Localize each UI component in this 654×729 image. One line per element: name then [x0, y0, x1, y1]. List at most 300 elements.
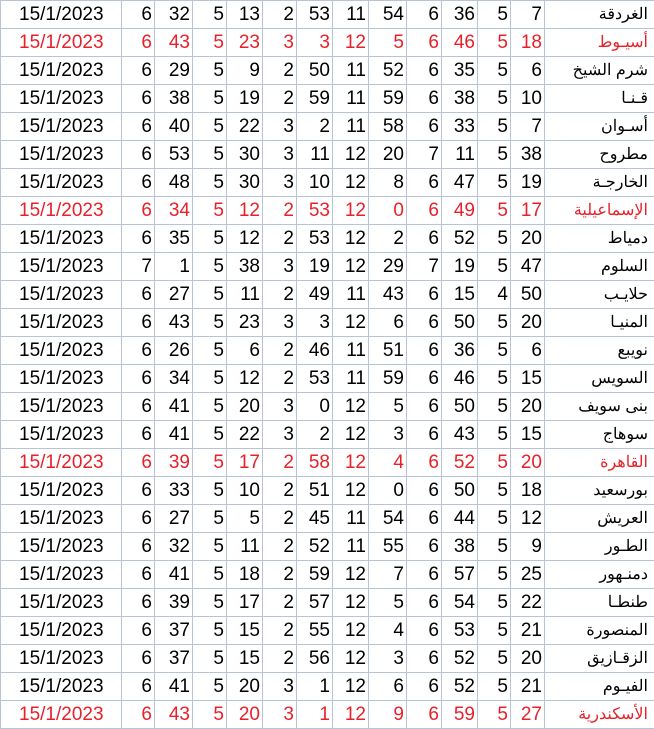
value-cell[interactable]: 3 — [263, 29, 297, 57]
value-cell[interactable]: 43 — [155, 309, 193, 337]
value-cell[interactable]: 5 — [227, 505, 263, 533]
value-cell[interactable]: 5 — [478, 477, 511, 505]
value-cell[interactable]: 20 — [511, 645, 545, 673]
value-cell[interactable]: 59 — [442, 701, 478, 729]
value-cell[interactable]: 6 — [407, 113, 442, 141]
value-cell[interactable]: 3 — [297, 309, 333, 337]
value-cell[interactable]: 5 — [369, 29, 407, 57]
value-cell[interactable]: 47 — [511, 253, 545, 281]
value-cell[interactable]: 38 — [227, 253, 263, 281]
value-cell[interactable]: 5 — [478, 365, 511, 393]
value-cell[interactable]: 5 — [478, 561, 511, 589]
value-cell[interactable]: 5 — [193, 449, 227, 477]
city-name-cell[interactable]: أسيـوط — [545, 29, 654, 57]
value-cell[interactable]: 25 — [511, 561, 545, 589]
value-cell[interactable]: 5 — [193, 113, 227, 141]
value-cell[interactable]: 21 — [511, 617, 545, 645]
value-cell[interactable]: 55 — [369, 533, 407, 561]
value-cell[interactable]: 32 — [155, 533, 193, 561]
value-cell[interactable]: 5 — [478, 29, 511, 57]
date-cell[interactable]: 15/1/2023 — [1, 141, 122, 169]
value-cell[interactable]: 12 — [333, 393, 369, 421]
value-cell[interactable]: 12 — [333, 225, 369, 253]
value-cell[interactable]: 5 — [193, 309, 227, 337]
value-cell[interactable]: 17 — [511, 197, 545, 225]
value-cell[interactable]: 6 — [122, 141, 155, 169]
value-cell[interactable]: 15 — [511, 365, 545, 393]
value-cell[interactable]: 58 — [297, 449, 333, 477]
value-cell[interactable]: 50 — [297, 57, 333, 85]
value-cell[interactable]: 50 — [511, 281, 545, 309]
value-cell[interactable]: 5 — [193, 85, 227, 113]
value-cell[interactable]: 6 — [122, 1, 155, 29]
city-name-cell[interactable]: المنصورة — [545, 617, 654, 645]
value-cell[interactable]: 2 — [263, 1, 297, 29]
value-cell[interactable]: 12 — [333, 561, 369, 589]
city-name-cell[interactable]: المنيـا — [545, 309, 654, 337]
value-cell[interactable]: 55 — [297, 617, 333, 645]
value-cell[interactable]: 33 — [442, 113, 478, 141]
value-cell[interactable]: 7 — [511, 113, 545, 141]
value-cell[interactable]: 38 — [442, 533, 478, 561]
value-cell[interactable]: 2 — [263, 589, 297, 617]
value-cell[interactable]: 6 — [407, 281, 442, 309]
value-cell[interactable]: 35 — [155, 225, 193, 253]
value-cell[interactable]: 0 — [369, 197, 407, 225]
date-cell[interactable]: 15/1/2023 — [1, 85, 122, 113]
value-cell[interactable]: 1 — [297, 701, 333, 729]
value-cell[interactable]: 6 — [122, 421, 155, 449]
value-cell[interactable]: 51 — [369, 337, 407, 365]
value-cell[interactable]: 12 — [333, 449, 369, 477]
value-cell[interactable]: 6 — [407, 617, 442, 645]
value-cell[interactable]: 6 — [407, 505, 442, 533]
value-cell[interactable]: 12 — [227, 365, 263, 393]
value-cell[interactable]: 6 — [407, 337, 442, 365]
value-cell[interactable]: 2 — [263, 617, 297, 645]
value-cell[interactable]: 6 — [122, 197, 155, 225]
date-cell[interactable]: 15/1/2023 — [1, 393, 122, 421]
date-cell[interactable]: 15/1/2023 — [1, 337, 122, 365]
date-cell[interactable]: 15/1/2023 — [1, 57, 122, 85]
city-name-cell[interactable]: القاهرة — [545, 449, 654, 477]
city-name-cell[interactable]: الطـور — [545, 533, 654, 561]
value-cell[interactable]: 37 — [155, 617, 193, 645]
value-cell[interactable]: 6 — [369, 673, 407, 701]
value-cell[interactable]: 6 — [122, 477, 155, 505]
value-cell[interactable]: 11 — [333, 85, 369, 113]
value-cell[interactable]: 12 — [333, 673, 369, 701]
value-cell[interactable]: 20 — [227, 701, 263, 729]
value-cell[interactable]: 6 — [407, 309, 442, 337]
date-cell[interactable]: 15/1/2023 — [1, 533, 122, 561]
value-cell[interactable]: 5 — [478, 421, 511, 449]
value-cell[interactable]: 6 — [122, 449, 155, 477]
value-cell[interactable]: 12 — [333, 645, 369, 673]
city-name-cell[interactable]: الإسماعيلية — [545, 197, 654, 225]
value-cell[interactable]: 6 — [369, 309, 407, 337]
date-cell[interactable]: 15/1/2023 — [1, 589, 122, 617]
value-cell[interactable]: 6 — [407, 421, 442, 449]
value-cell[interactable]: 19 — [297, 253, 333, 281]
value-cell[interactable]: 46 — [442, 29, 478, 57]
value-cell[interactable]: 6 — [122, 533, 155, 561]
value-cell[interactable]: 34 — [155, 365, 193, 393]
value-cell[interactable]: 20 — [511, 449, 545, 477]
value-cell[interactable]: 54 — [442, 589, 478, 617]
value-cell[interactable]: 5 — [369, 393, 407, 421]
value-cell[interactable]: 36 — [442, 337, 478, 365]
value-cell[interactable]: 12 — [511, 505, 545, 533]
value-cell[interactable]: 15 — [227, 617, 263, 645]
value-cell[interactable]: 43 — [369, 281, 407, 309]
value-cell[interactable]: 5 — [478, 113, 511, 141]
value-cell[interactable]: 18 — [227, 561, 263, 589]
value-cell[interactable]: 5 — [193, 225, 227, 253]
value-cell[interactable]: 5 — [478, 393, 511, 421]
city-name-cell[interactable]: دمنـهور — [545, 561, 654, 589]
value-cell[interactable]: 6 — [122, 393, 155, 421]
value-cell[interactable]: 20 — [511, 309, 545, 337]
value-cell[interactable]: 3 — [263, 113, 297, 141]
value-cell[interactable]: 5 — [193, 701, 227, 729]
value-cell[interactable]: 7 — [407, 253, 442, 281]
value-cell[interactable]: 27 — [155, 281, 193, 309]
value-cell[interactable]: 52 — [442, 673, 478, 701]
value-cell[interactable]: 12 — [227, 197, 263, 225]
value-cell[interactable]: 6 — [122, 505, 155, 533]
value-cell[interactable]: 3 — [263, 169, 297, 197]
value-cell[interactable]: 0 — [369, 477, 407, 505]
value-cell[interactable]: 10 — [511, 85, 545, 113]
value-cell[interactable]: 5 — [193, 365, 227, 393]
value-cell[interactable]: 5 — [193, 533, 227, 561]
value-cell[interactable]: 9 — [227, 57, 263, 85]
value-cell[interactable]: 18 — [511, 29, 545, 57]
value-cell[interactable]: 5 — [478, 1, 511, 29]
value-cell[interactable]: 11 — [333, 505, 369, 533]
date-cell[interactable]: 15/1/2023 — [1, 225, 122, 253]
value-cell[interactable]: 6 — [511, 337, 545, 365]
value-cell[interactable]: 10 — [297, 169, 333, 197]
value-cell[interactable]: 59 — [297, 561, 333, 589]
value-cell[interactable]: 3 — [263, 673, 297, 701]
value-cell[interactable]: 43 — [155, 29, 193, 57]
value-cell[interactable]: 11 — [333, 57, 369, 85]
value-cell[interactable]: 6 — [122, 617, 155, 645]
value-cell[interactable]: 20 — [227, 673, 263, 701]
value-cell[interactable]: 3 — [263, 421, 297, 449]
value-cell[interactable]: 29 — [155, 57, 193, 85]
value-cell[interactable]: 48 — [155, 169, 193, 197]
date-cell[interactable]: 15/1/2023 — [1, 701, 122, 729]
value-cell[interactable]: 2 — [263, 85, 297, 113]
value-cell[interactable]: 57 — [442, 561, 478, 589]
value-cell[interactable]: 5 — [369, 589, 407, 617]
city-name-cell[interactable]: مطروح — [545, 141, 654, 169]
date-cell[interactable]: 15/1/2023 — [1, 449, 122, 477]
value-cell[interactable]: 5 — [193, 505, 227, 533]
value-cell[interactable]: 44 — [442, 505, 478, 533]
city-name-cell[interactable]: الغردقة — [545, 1, 654, 29]
value-cell[interactable]: 38 — [442, 85, 478, 113]
city-name-cell[interactable]: نويبع — [545, 337, 654, 365]
value-cell[interactable]: 59 — [297, 85, 333, 113]
value-cell[interactable]: 3 — [263, 253, 297, 281]
value-cell[interactable]: 50 — [442, 393, 478, 421]
value-cell[interactable]: 6 — [407, 533, 442, 561]
value-cell[interactable]: 26 — [155, 337, 193, 365]
value-cell[interactable]: 5 — [478, 449, 511, 477]
value-cell[interactable]: 12 — [333, 309, 369, 337]
value-cell[interactable]: 2 — [263, 197, 297, 225]
value-cell[interactable]: 8 — [369, 169, 407, 197]
value-cell[interactable]: 27 — [155, 505, 193, 533]
value-cell[interactable]: 3 — [369, 645, 407, 673]
value-cell[interactable]: 54 — [369, 505, 407, 533]
value-cell[interactable]: 33 — [155, 477, 193, 505]
value-cell[interactable]: 29 — [369, 253, 407, 281]
value-cell[interactable]: 6 — [122, 29, 155, 57]
value-cell[interactable]: 3 — [263, 393, 297, 421]
value-cell[interactable]: 5 — [193, 337, 227, 365]
value-cell[interactable]: 5 — [478, 169, 511, 197]
value-cell[interactable]: 6 — [407, 57, 442, 85]
value-cell[interactable]: 6 — [122, 701, 155, 729]
value-cell[interactable]: 2 — [263, 477, 297, 505]
value-cell[interactable]: 12 — [333, 169, 369, 197]
date-cell[interactable]: 15/1/2023 — [1, 645, 122, 673]
value-cell[interactable]: 5 — [478, 645, 511, 673]
value-cell[interactable]: 6 — [122, 225, 155, 253]
value-cell[interactable]: 12 — [333, 701, 369, 729]
value-cell[interactable]: 5 — [193, 673, 227, 701]
value-cell[interactable]: 4 — [369, 617, 407, 645]
value-cell[interactable]: 5 — [478, 197, 511, 225]
value-cell[interactable]: 6 — [122, 365, 155, 393]
value-cell[interactable]: 46 — [297, 337, 333, 365]
city-name-cell[interactable]: بنى سويف — [545, 393, 654, 421]
value-cell[interactable]: 45 — [297, 505, 333, 533]
value-cell[interactable]: 53 — [297, 1, 333, 29]
value-cell[interactable]: 20 — [511, 225, 545, 253]
value-cell[interactable]: 17 — [227, 589, 263, 617]
value-cell[interactable]: 2 — [263, 505, 297, 533]
value-cell[interactable]: 6 — [122, 169, 155, 197]
city-name-cell[interactable]: السويس — [545, 365, 654, 393]
value-cell[interactable]: 49 — [442, 197, 478, 225]
value-cell[interactable]: 40 — [155, 113, 193, 141]
value-cell[interactable]: 53 — [297, 197, 333, 225]
value-cell[interactable]: 9 — [511, 533, 545, 561]
value-cell[interactable]: 27 — [511, 701, 545, 729]
date-cell[interactable]: 15/1/2023 — [1, 169, 122, 197]
value-cell[interactable]: 5 — [478, 57, 511, 85]
date-cell[interactable]: 15/1/2023 — [1, 477, 122, 505]
value-cell[interactable]: 35 — [442, 57, 478, 85]
value-cell[interactable]: 56 — [297, 645, 333, 673]
value-cell[interactable]: 39 — [155, 589, 193, 617]
value-cell[interactable]: 6 — [407, 29, 442, 57]
value-cell[interactable]: 5 — [193, 561, 227, 589]
value-cell[interactable]: 7 — [407, 141, 442, 169]
value-cell[interactable]: 6 — [407, 1, 442, 29]
value-cell[interactable]: 12 — [333, 29, 369, 57]
value-cell[interactable]: 57 — [297, 589, 333, 617]
value-cell[interactable]: 5 — [193, 617, 227, 645]
value-cell[interactable]: 32 — [155, 1, 193, 29]
value-cell[interactable]: 11 — [333, 113, 369, 141]
value-cell[interactable]: 11 — [333, 1, 369, 29]
value-cell[interactable]: 2 — [263, 225, 297, 253]
value-cell[interactable]: 0 — [297, 393, 333, 421]
value-cell[interactable]: 6 — [407, 85, 442, 113]
city-name-cell[interactable]: أسـوان — [545, 113, 654, 141]
city-name-cell[interactable]: الزقـازيق — [545, 645, 654, 673]
value-cell[interactable]: 5 — [193, 645, 227, 673]
value-cell[interactable]: 22 — [227, 421, 263, 449]
value-cell[interactable]: 43 — [155, 701, 193, 729]
value-cell[interactable]: 22 — [511, 589, 545, 617]
value-cell[interactable]: 12 — [333, 197, 369, 225]
value-cell[interactable]: 37 — [155, 645, 193, 673]
value-cell[interactable]: 2 — [263, 281, 297, 309]
city-name-cell[interactable]: الخارجـة — [545, 169, 654, 197]
value-cell[interactable]: 5 — [193, 29, 227, 57]
value-cell[interactable]: 47 — [442, 169, 478, 197]
city-name-cell[interactable]: الفيـوم — [545, 673, 654, 701]
value-cell[interactable]: 5 — [193, 393, 227, 421]
value-cell[interactable]: 52 — [297, 533, 333, 561]
value-cell[interactable]: 41 — [155, 561, 193, 589]
city-name-cell[interactable]: العريش — [545, 505, 654, 533]
value-cell[interactable]: 3 — [263, 141, 297, 169]
value-cell[interactable]: 5 — [478, 533, 511, 561]
value-cell[interactable]: 5 — [478, 505, 511, 533]
value-cell[interactable]: 23 — [227, 309, 263, 337]
value-cell[interactable]: 51 — [297, 477, 333, 505]
value-cell[interactable]: 11 — [333, 533, 369, 561]
value-cell[interactable]: 2 — [263, 533, 297, 561]
value-cell[interactable]: 52 — [442, 645, 478, 673]
value-cell[interactable]: 50 — [442, 477, 478, 505]
value-cell[interactable]: 41 — [155, 393, 193, 421]
value-cell[interactable]: 20 — [369, 141, 407, 169]
value-cell[interactable]: 12 — [333, 141, 369, 169]
value-cell[interactable]: 5 — [478, 673, 511, 701]
value-cell[interactable]: 15 — [442, 281, 478, 309]
value-cell[interactable]: 13 — [227, 1, 263, 29]
value-cell[interactable]: 6 — [122, 337, 155, 365]
date-cell[interactable]: 15/1/2023 — [1, 421, 122, 449]
value-cell[interactable]: 5 — [478, 617, 511, 645]
value-cell[interactable]: 7 — [122, 253, 155, 281]
value-cell[interactable]: 2 — [369, 225, 407, 253]
value-cell[interactable]: 23 — [227, 29, 263, 57]
value-cell[interactable]: 4 — [478, 281, 511, 309]
value-cell[interactable]: 17 — [227, 449, 263, 477]
value-cell[interactable]: 7 — [369, 561, 407, 589]
value-cell[interactable]: 52 — [369, 57, 407, 85]
value-cell[interactable]: 53 — [442, 617, 478, 645]
value-cell[interactable]: 6 — [227, 337, 263, 365]
value-cell[interactable]: 6 — [407, 169, 442, 197]
value-cell[interactable]: 19 — [442, 253, 478, 281]
value-cell[interactable]: 5 — [193, 169, 227, 197]
value-cell[interactable]: 38 — [511, 141, 545, 169]
date-cell[interactable]: 15/1/2023 — [1, 673, 122, 701]
value-cell[interactable]: 12 — [333, 421, 369, 449]
value-cell[interactable]: 36 — [442, 1, 478, 29]
value-cell[interactable]: 30 — [227, 169, 263, 197]
value-cell[interactable]: 19 — [511, 169, 545, 197]
value-cell[interactable]: 53 — [155, 141, 193, 169]
value-cell[interactable]: 6 — [407, 225, 442, 253]
value-cell[interactable]: 39 — [155, 449, 193, 477]
value-cell[interactable]: 5 — [478, 85, 511, 113]
value-cell[interactable]: 21 — [511, 673, 545, 701]
value-cell[interactable]: 4 — [369, 449, 407, 477]
value-cell[interactable]: 11 — [227, 533, 263, 561]
value-cell[interactable]: 5 — [193, 253, 227, 281]
value-cell[interactable]: 11 — [333, 365, 369, 393]
value-cell[interactable]: 6 — [407, 701, 442, 729]
value-cell[interactable]: 12 — [333, 477, 369, 505]
value-cell[interactable]: 11 — [227, 281, 263, 309]
value-cell[interactable]: 2 — [263, 365, 297, 393]
value-cell[interactable]: 2 — [297, 113, 333, 141]
value-cell[interactable]: 6 — [122, 85, 155, 113]
value-cell[interactable]: 6 — [407, 589, 442, 617]
value-cell[interactable]: 3 — [297, 29, 333, 57]
value-cell[interactable]: 6 — [407, 673, 442, 701]
value-cell[interactable]: 6 — [122, 589, 155, 617]
value-cell[interactable]: 50 — [442, 309, 478, 337]
date-cell[interactable]: 15/1/2023 — [1, 309, 122, 337]
value-cell[interactable]: 6 — [122, 561, 155, 589]
value-cell[interactable]: 52 — [442, 225, 478, 253]
value-cell[interactable]: 5 — [193, 477, 227, 505]
value-cell[interactable]: 5 — [478, 225, 511, 253]
value-cell[interactable]: 59 — [369, 365, 407, 393]
value-cell[interactable]: 6 — [122, 57, 155, 85]
value-cell[interactable]: 46 — [442, 365, 478, 393]
value-cell[interactable]: 2 — [263, 561, 297, 589]
value-cell[interactable]: 2 — [263, 449, 297, 477]
value-cell[interactable]: 7 — [511, 1, 545, 29]
value-cell[interactable]: 12 — [333, 253, 369, 281]
value-cell[interactable]: 6 — [407, 393, 442, 421]
value-cell[interactable]: 38 — [155, 85, 193, 113]
value-cell[interactable]: 3 — [263, 701, 297, 729]
value-cell[interactable]: 5 — [193, 141, 227, 169]
city-name-cell[interactable]: سوهاج — [545, 421, 654, 449]
value-cell[interactable]: 6 — [407, 449, 442, 477]
value-cell[interactable]: 6 — [407, 645, 442, 673]
value-cell[interactable]: 11 — [297, 141, 333, 169]
value-cell[interactable]: 5 — [478, 701, 511, 729]
value-cell[interactable]: 22 — [227, 113, 263, 141]
value-cell[interactable]: 15 — [511, 421, 545, 449]
value-cell[interactable]: 5 — [193, 197, 227, 225]
value-cell[interactable]: 5 — [478, 309, 511, 337]
value-cell[interactable]: 34 — [155, 197, 193, 225]
value-cell[interactable]: 54 — [369, 1, 407, 29]
value-cell[interactable]: 5 — [193, 589, 227, 617]
value-cell[interactable]: 6 — [122, 673, 155, 701]
city-name-cell[interactable]: السلوم — [545, 253, 654, 281]
value-cell[interactable]: 12 — [227, 225, 263, 253]
